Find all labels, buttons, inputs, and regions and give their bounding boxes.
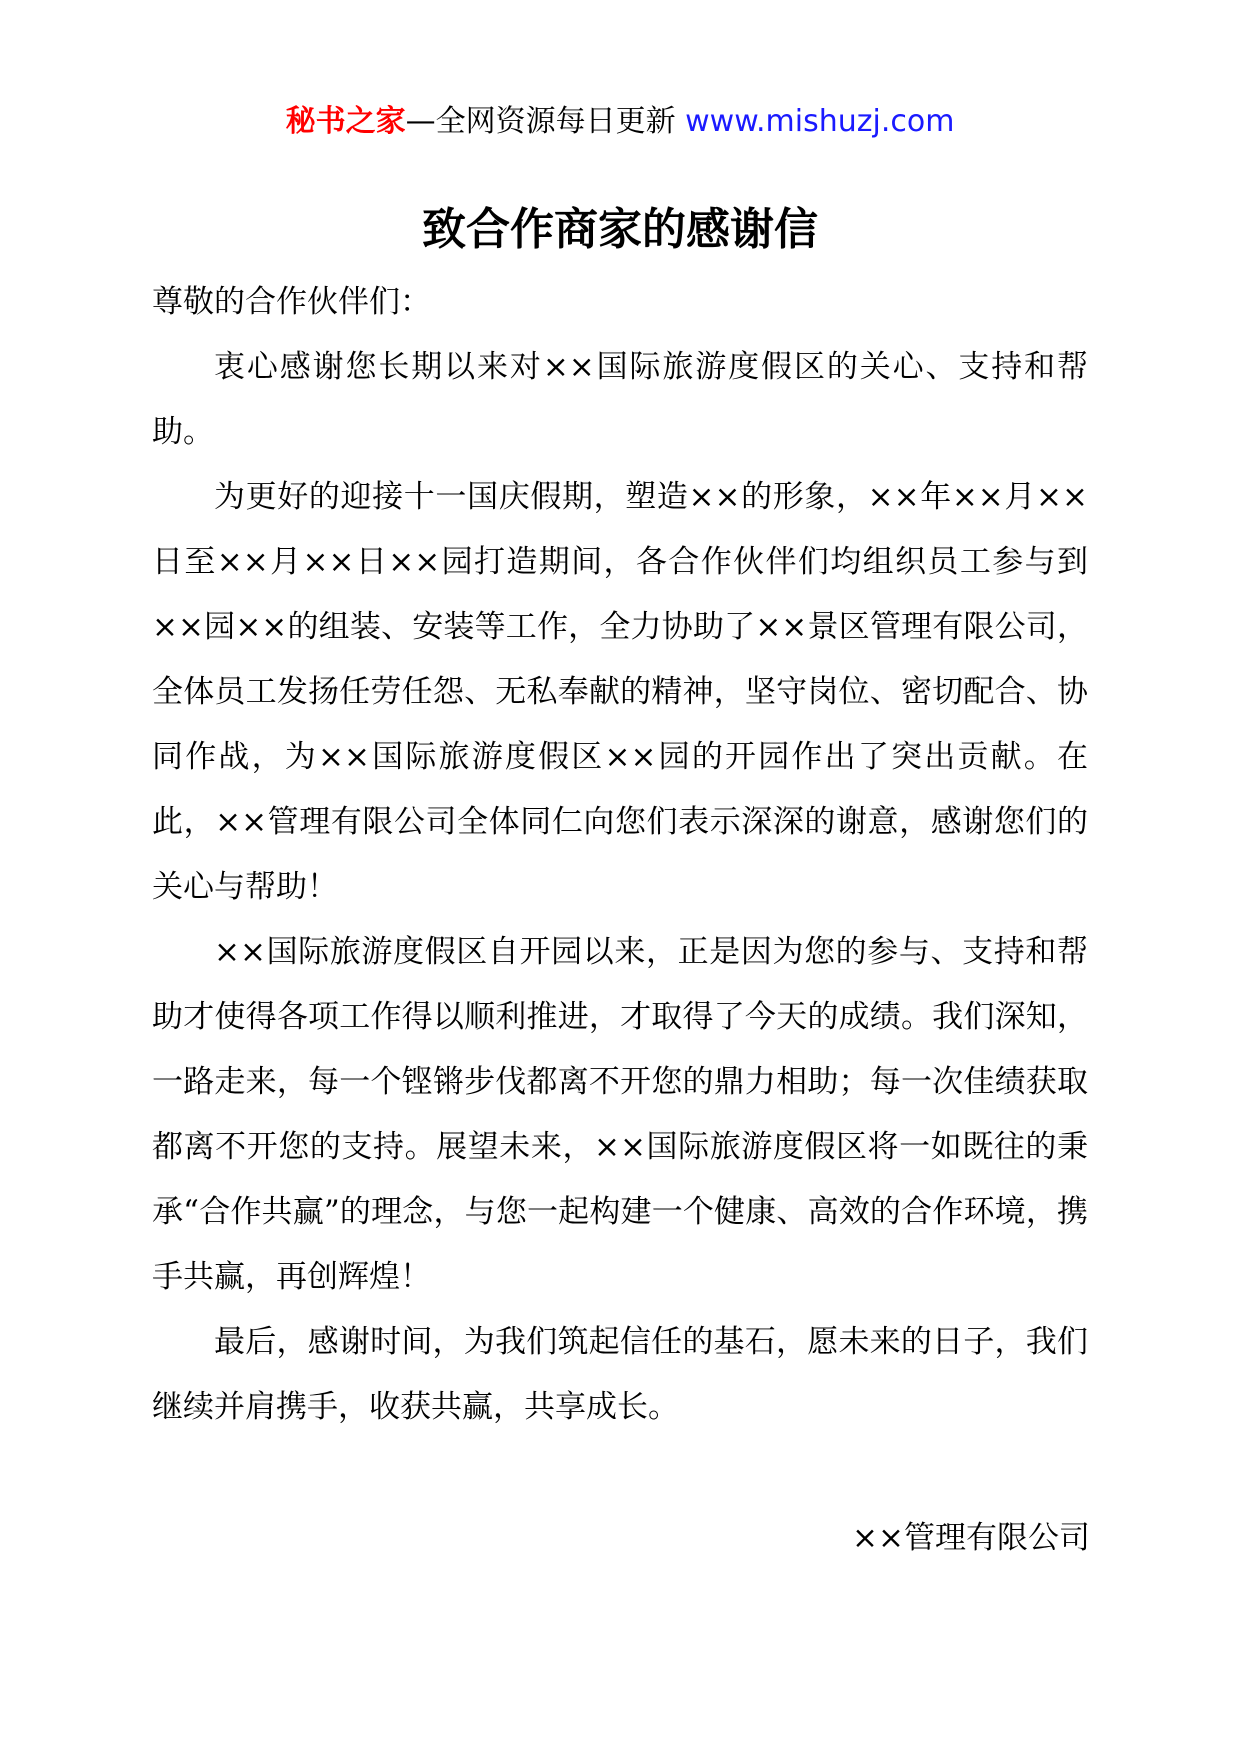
document-title: 致合作商家的感谢信 [422,204,818,255]
signature: ××管理有限公司 [852,1520,1090,1556]
paragraph-1: 衷心感谢您长期以来对××国际旅游度假区的关心、支持和帮助。 [152,349,1088,450]
paragraph-2: 为更好的迎接十一国庆假期，塑造××的形象，××年××月××日至××月××日××园打造期间，各合作伙伴们均组织员工参与到××园××的组装、安装等工作，全力协助了××景区管理有限公司，全体员工发扬任劳任怨、无私奉献的精神，坚守岗位、密切配合、协同作战，为××国际旅游度假区××园的开园作出了突出贡献。在此，××管理有限公司全体同仁向您们表示深深的谢意，感谢您们的关心与帮助！ [152,479,1088,905]
letter-body [152,270,1088,1440]
site-url-link[interactable]: www.mishuzj.com [685,104,955,139]
site-header [0,100,1240,144]
paragraph-3: ××国际旅游度假区自开园以来，正是因为您的参与、支持和帮助才使得各项工作得以顺利推进，才取得了今天的成绩。我们深知，一路走来，每一个铿锵步伐都离不开您的鼎力相助；每一次佳绩获取都离不开您的支持。展望未来，××国际旅游度假区将一如既往的秉承“合作共赢”的理念，与您一起构建一个健康、高效的合作环境，携手共赢，再创辉煌！ [152,934,1088,1295]
salutation: 尊敬的合作伙伴们： [152,284,431,320]
paragraph-4: 最后，感谢时间，为我们筑起信任的基石，愿未来的日子，我们继续并肩携手，收获共赢，共享成长。 [152,1324,1088,1425]
header-tagline: —全网资源每日更新 [405,104,686,139]
brand-name: 秘书之家 [285,104,406,139]
